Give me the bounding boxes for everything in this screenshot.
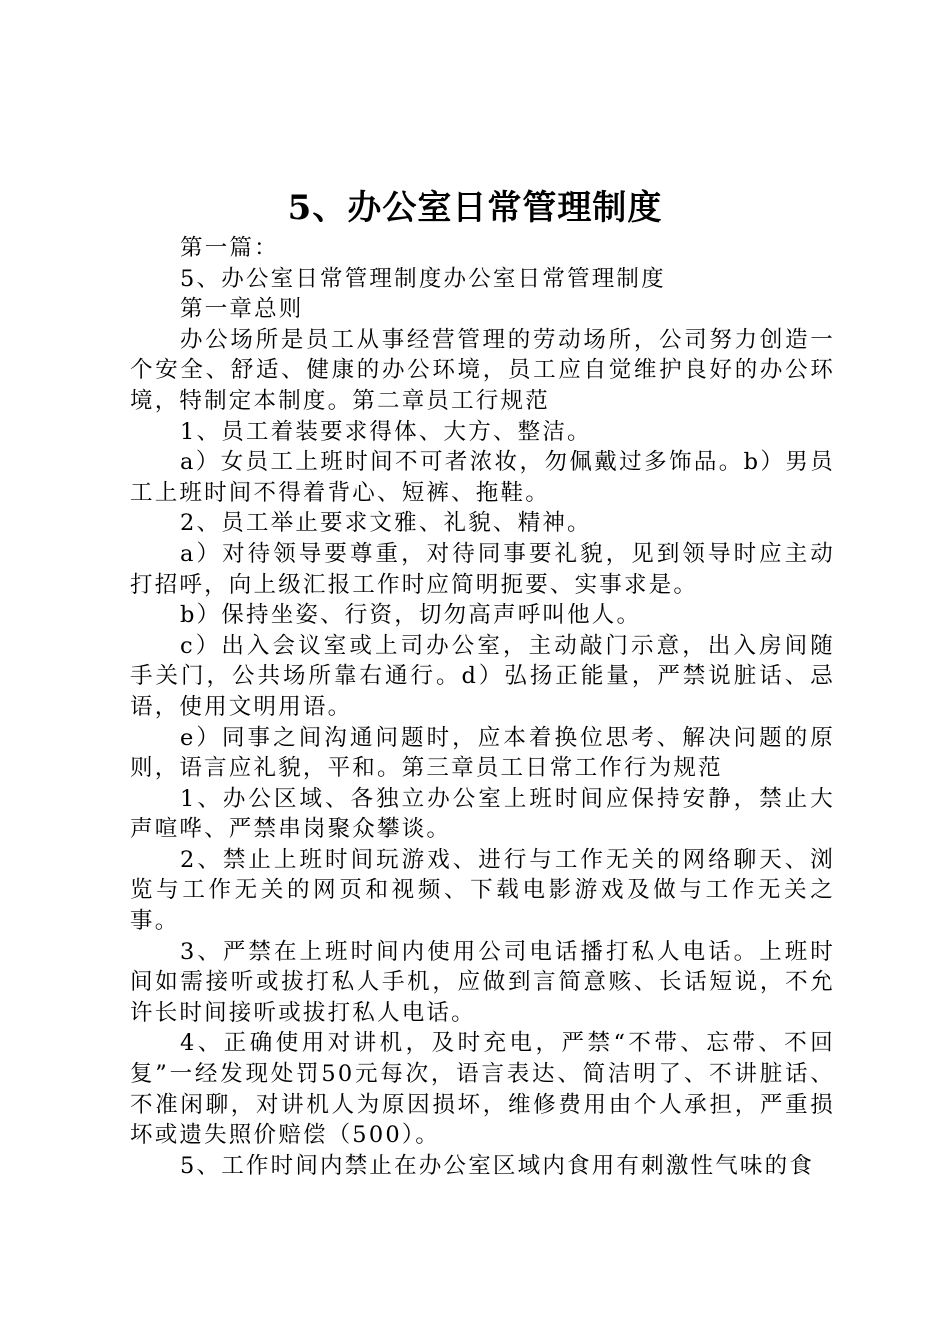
paragraph: b）保持坐姿、行资，切勿高声呼叫他人。: [180, 602, 642, 629]
paragraph: 2、禁止上班时间玩游戏、进行与工作无关的网络聊天、浏览与工作无关的网页和视频、下载电影游戏及做与工作无关之事。: [130, 846, 835, 935]
paragraph: 1、员工着装要求得体、大方、整洁。: [180, 418, 592, 445]
paragraph: 第一篇：: [180, 235, 279, 261]
paragraph: 2、员工举止要求文雅、礼貌、精神。: [180, 510, 592, 537]
document-title: 5、办公室日常管理制度: [287, 188, 663, 228]
paragraph: 办公场所是员工从事经营管理的劳动场所，公司努力创造一个安全、舒适、健康的办公环境，员工应自觉维护良好的办公环境，特制定本制度。第二章员工行规范: [130, 326, 835, 414]
paragraph: c）出入会议室或上司办公室，主动敲门示意，出入房间随手关门，公共场所靠右通行。d）弘扬正能量，严禁说脏话、忌语，使用文明用语。: [130, 632, 835, 720]
paragraph: 1、办公区域、各独立办公室上班时间应保持安静，禁止大声喧哗、严禁串岗聚众攀谈。: [130, 785, 835, 843]
paragraph: 4、正确使用对讲机，及时充电，严禁“不带、忘带、不回复”一经发现处罚50元每次，语言表达、简洁明了、不讲脏话、不准闲聊，对讲机人为原因损坏，维修费用由个人承担，严重损坏或遗失照价赔偿（500）。: [130, 1030, 835, 1149]
paragraph: 5、工作时间内禁止在办公室区域内食用有刺激性气味的食: [180, 1152, 815, 1179]
paragraph: 第一章总则: [180, 296, 304, 323]
paragraph: a）女员工上班时间不可者浓妆，勿佩戴过多饰品。b）男员工上班时间不得着背心、短裤、拖鞋。: [130, 449, 835, 506]
paragraph: e）同事之间沟通问题时，应本着换位思考、解决问题的原则，语言应礼貌，平和。第三章员工日常工作行为规范: [130, 724, 835, 782]
paragraph: 5、办公室日常管理制度办公室日常管理制度: [180, 265, 666, 292]
paragraph: 3、严禁在上班时间内使用公司电话播打私人电话。上班时间如需接听或拔打私人手机，应做到言简意赅、长话短说，不允许长时间接听或拔打私人电话。: [130, 938, 835, 1026]
paragraph: a）对待领导要尊重，对待同事要礼貌，见到领导时应主动打招呼，向上级汇报工作时应简明扼要、实事求是。: [130, 540, 835, 598]
document-body: [130, 233, 835, 1181]
